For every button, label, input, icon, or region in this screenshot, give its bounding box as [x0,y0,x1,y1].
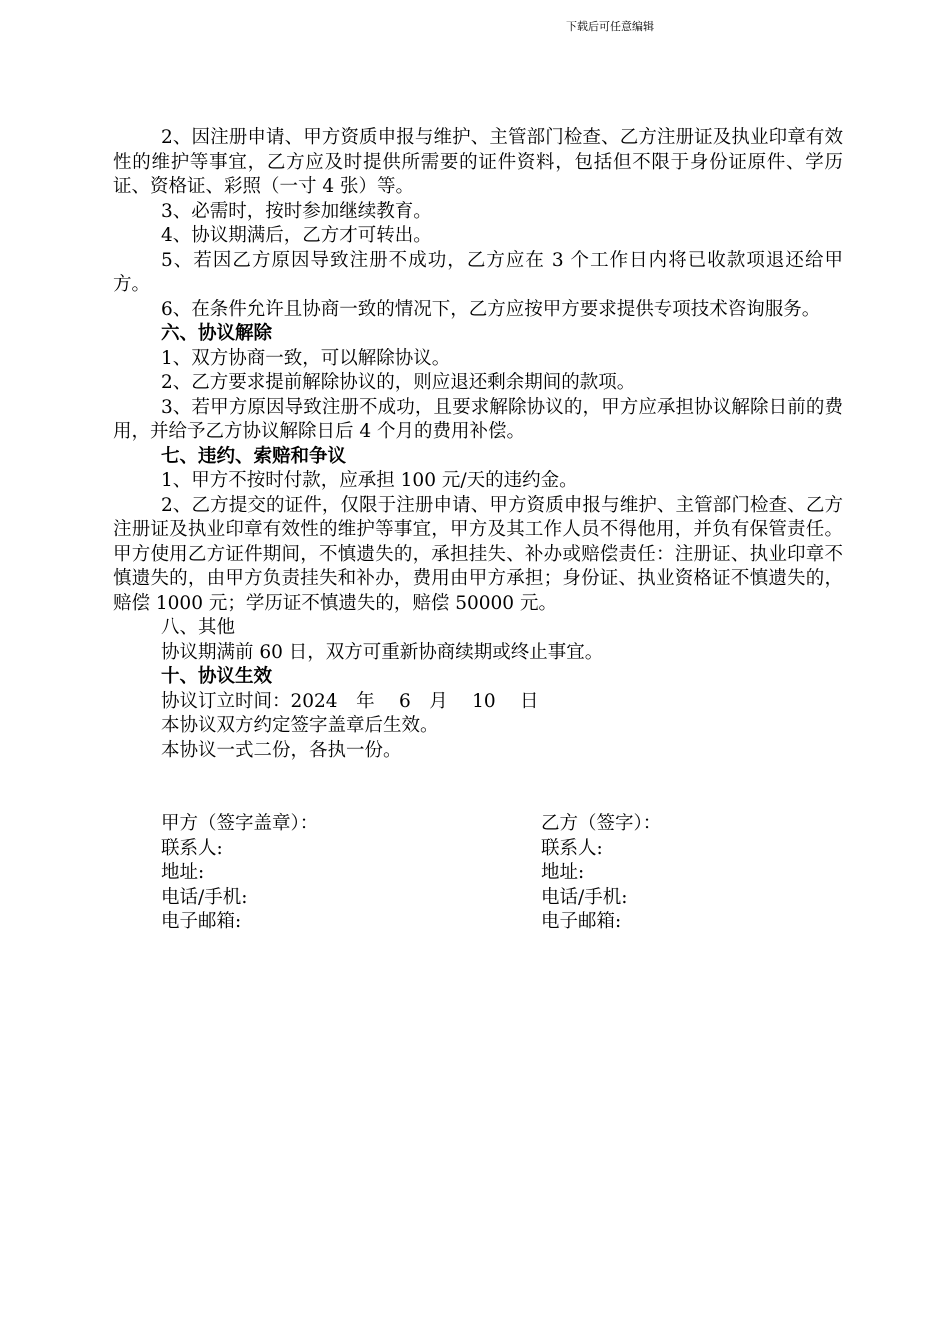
section-6-item-1: 1、双方协商一致，可以解除协议。 [161,347,451,369]
clause-3-education: 3、必需时，按时参加继续教育。 [161,200,432,222]
section-6-title: 六、协议解除 [161,323,273,344]
document-body [113,126,843,935]
party-b-phone: 电话/手机: [541,886,628,908]
agreement-date: 协议订立时间：2024 年 6 月 10 日 [161,690,539,712]
section-7-item-2: 2、乙方提交的证件，仅限于注册申请、甲方资质申报与维护、主管部门检查、乙方注册证及执业印章有效性的维护等事宜，甲方及其工作人员不得他用，并负有保管责任。甲方使用乙方证件期间，不慎遗失的，承担挂失、补办或赔偿责任：注册证、执业印章不慎遗失的，由甲方负责挂失和补办，费用由甲方承担；身份证、执业资格证不慎遗失的，赔偿 1000 元；学历证不慎遗失的，赔偿 50000 元。 [113,494,843,614]
section-8-title: 八、其他 [161,617,236,638]
clause-5-refund: 5、若因乙方原因导致注册不成功，乙方应在 3 个工作日内将已收款项退还给甲方。 [113,249,843,295]
section-6-item-3: 3、若甲方原因导致注册不成功，且要求解除协议的，甲方应承担协议解除日前的费用，并给予乙方协议解除日后 4 个月的费用补偿。 [113,396,843,442]
party-a-label: 甲方（签字盖章）： [161,813,319,834]
clause-6-consulting: 6、在条件允许且协商一致的情况下，乙方应按甲方要求提供专项技术咨询服务。 [161,298,821,320]
header-note: 下载后可任意编辑 [566,20,654,33]
signature-row-label [113,812,843,837]
clause-2-documents: 2、因注册申请、甲方资质申报与维护、主管部门检查、乙方注册证及执业印章有效性的维护等事宜，乙方应及时提供所需要的证件资料，包括但不限于身份证原件、学历证、资格证、彩照（一寸 4 张）等。 [113,127,843,197]
party-a-contact: 联系人: [161,837,223,859]
clause-4-transfer: 4、协议期满后，乙方才可转出。 [161,225,432,246]
effective-clause: 本协议双方约定签字盖章后生效。 [161,715,439,736]
party-a-email: 电子邮箱: [161,911,242,932]
section-7-title: 七、违约、索赔和争议 [161,445,347,467]
section-8-item-1: 协议期满前 60 日，双方可重新协商续期或终止事宜。 [161,641,604,663]
section-6-item-2: 2、乙方要求提前解除协议的，则应退还剩余期间的款项。 [161,372,636,393]
party-b-email: 电子邮箱: [541,911,622,932]
section-7-item-1: 1、甲方不按时付款，应承担 100 元/天的违约金。 [161,470,578,491]
signature-row-email [113,910,843,935]
party-b-contact: 联系人: [541,837,603,859]
signature-row-contact [113,837,843,862]
signature-row-address [113,861,843,886]
copies-clause: 本协议一式二份，各执一份。 [161,739,402,761]
party-b-address: 地址: [541,862,585,883]
section-10-title: 十、协议生效 [161,666,273,687]
signature-row-phone [113,886,843,911]
party-b-label: 乙方（签字）： [541,813,662,834]
spacer [113,763,843,812]
party-a-address: 地址: [161,862,205,883]
party-a-phone: 电话/手机: [161,886,248,908]
